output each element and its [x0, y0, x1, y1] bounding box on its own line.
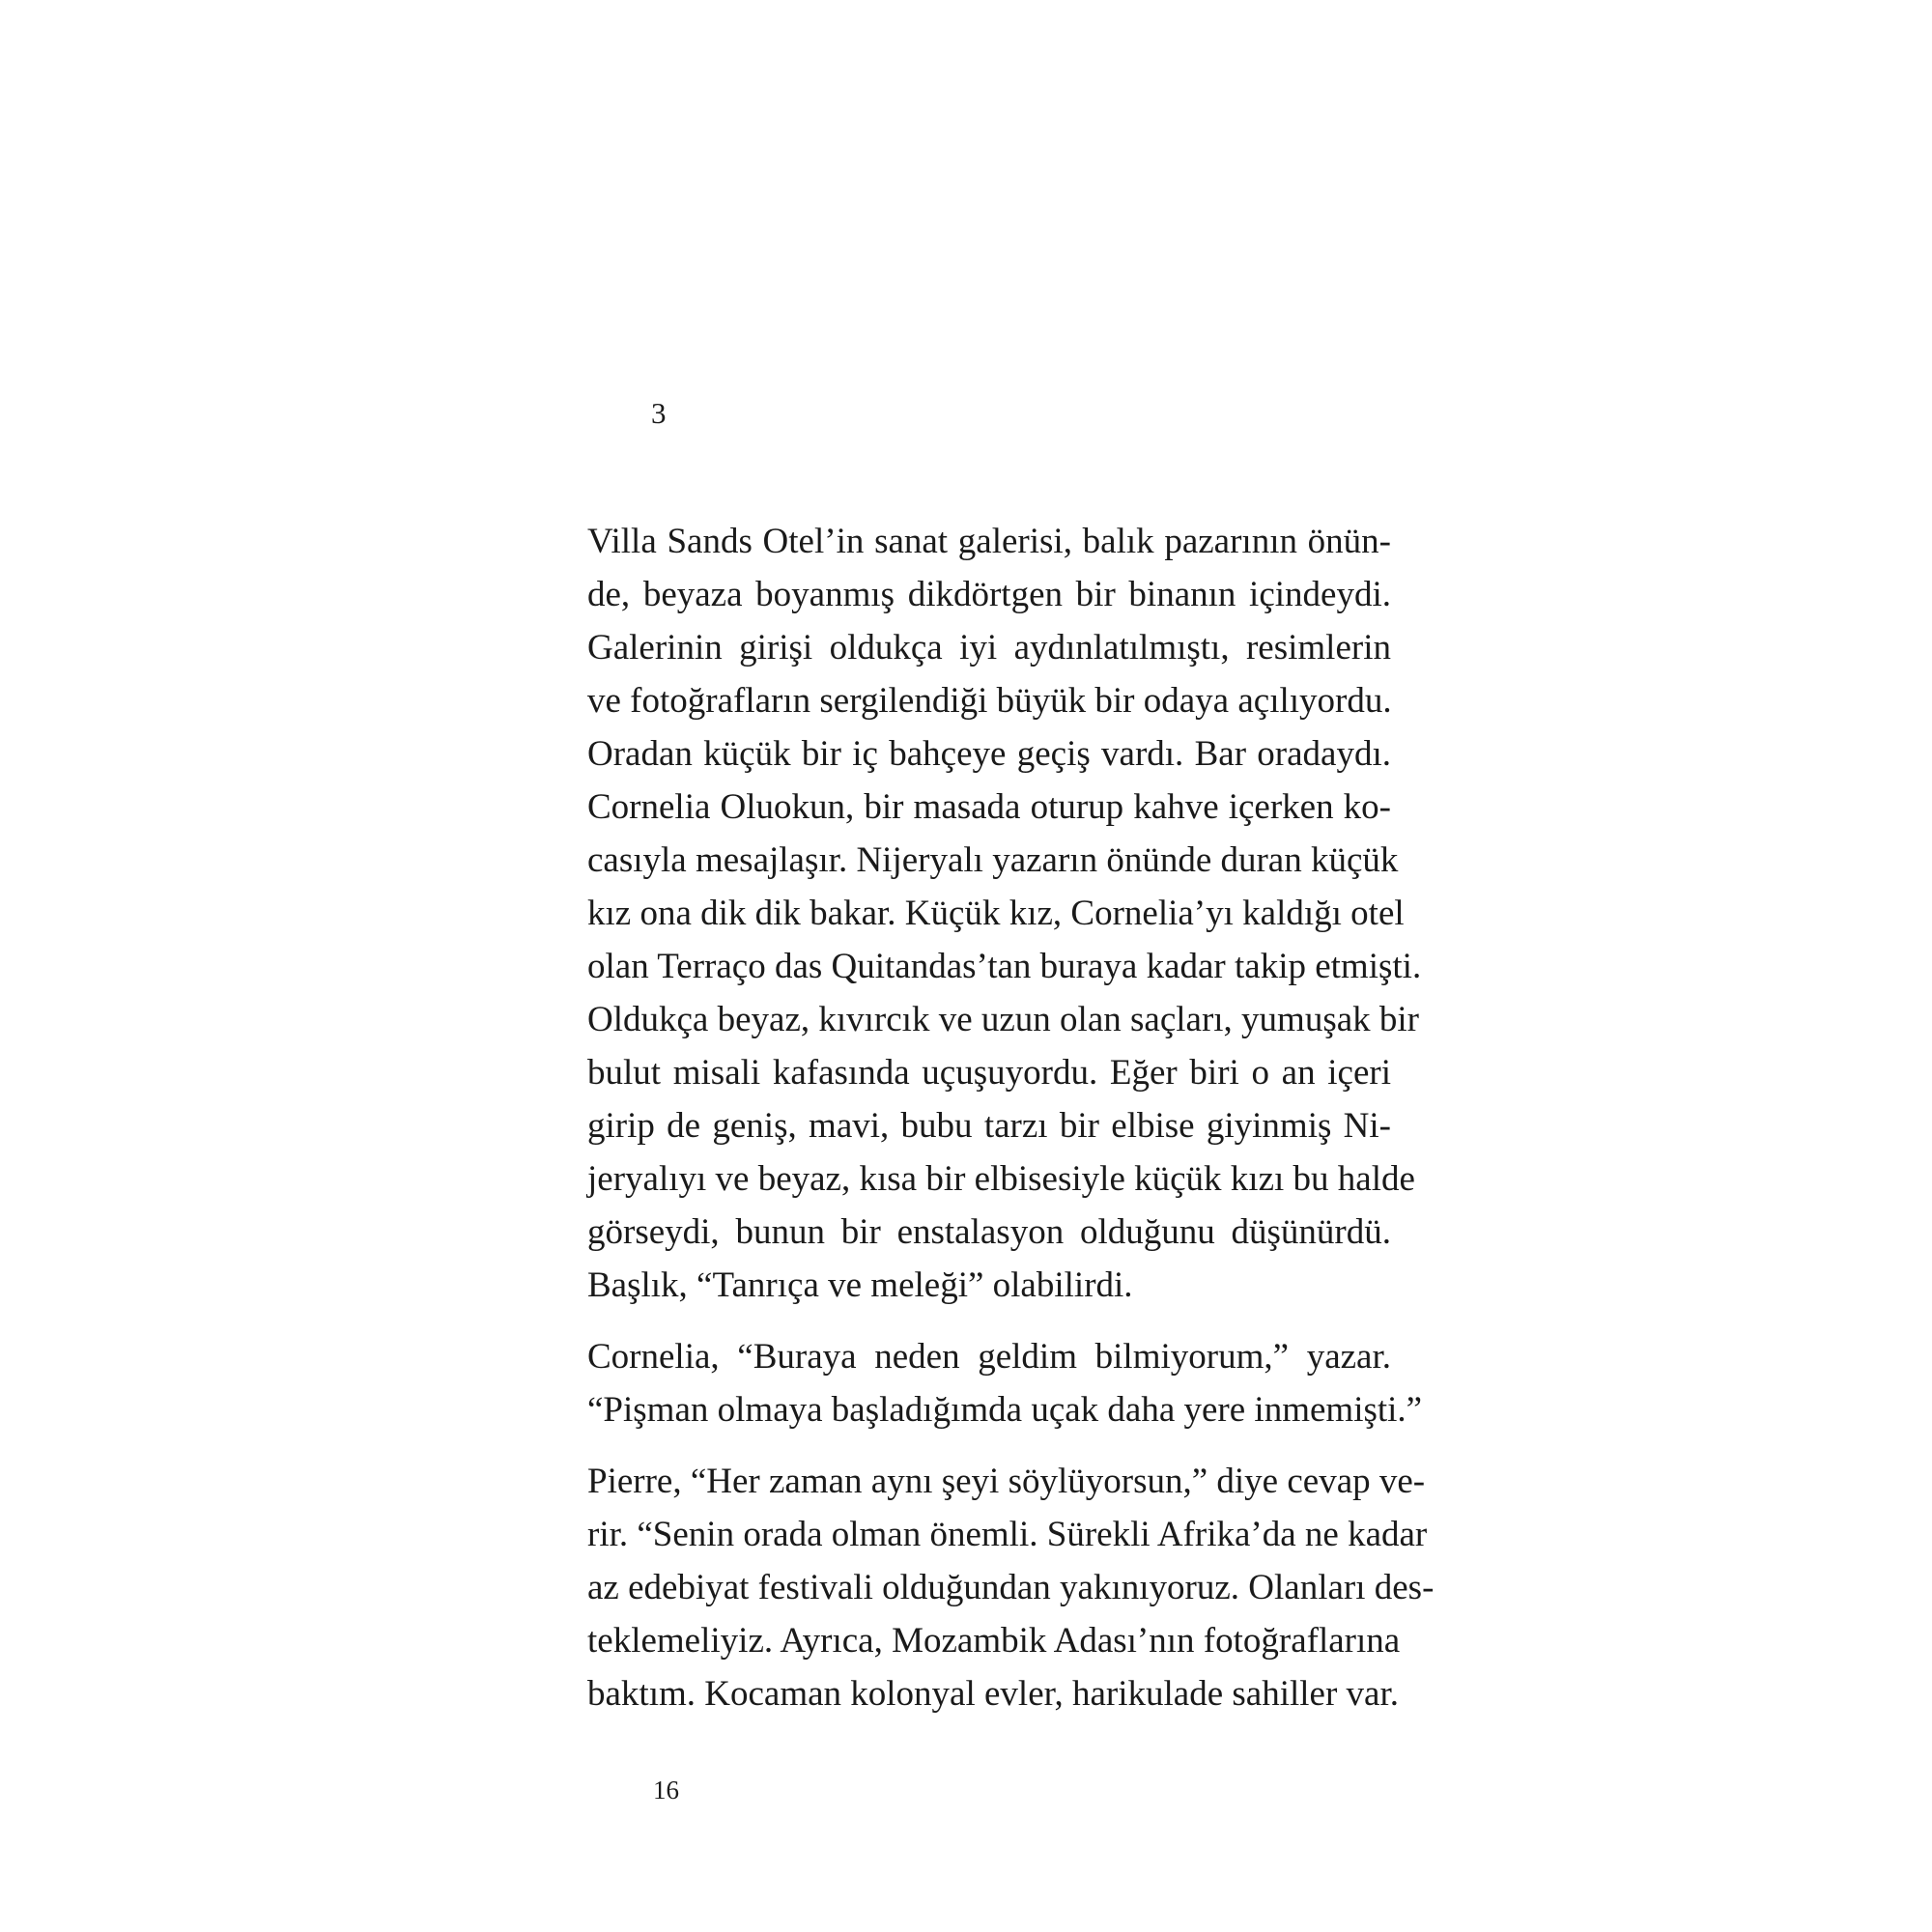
text-line: kız ona dik dik bakar. Küçük kız, Cornelia’yı kaldığı otel [587, 894, 1405, 933]
text-line: teklemeliyiz. Ayrıca, Mozambik Adası’nın fotoğraflarına [587, 1621, 1401, 1661]
text-line: Pierre, “Her zaman aynı şeyi söylüyorsun,” diye cevap ve- [587, 1462, 1426, 1501]
text-line: az edebiyat festivali olduğundan yakınıyoruz. Olanları des- [587, 1568, 1435, 1607]
body-text [587, 515, 1435, 1720]
text-line: bulut misali kafasında uçuşuyordu. Eğer biri o an içeri [587, 1053, 1391, 1093]
text-line: jeryalıyı ve beyaz, kısa bir elbisesiyle küçük kızı bu halde [587, 1159, 1415, 1199]
text-line: ve fotoğrafların sergilendiği büyük bir odaya açılıyordu. [587, 681, 1392, 721]
paragraph-2 [587, 1330, 1423, 1436]
text-line: Cornelia Oluokun, bir masada oturup kahve içerken ko- [587, 787, 1391, 827]
page-number: 16 [653, 1776, 679, 1804]
text-line: Galerinin girişi oldukça iyi aydınlatılmıştı, resimlerin [587, 628, 1391, 668]
text-line: baktım. Kocaman kolonyal evler, harikulade sahiller var. [587, 1674, 1399, 1714]
text-line: Oldukça beyaz, kıvırcık ve uzun olan saçları, yumuşak bir [587, 1000, 1419, 1039]
text-line: de, beyaza boyanmış dikdörtgen bir binanın içindeydi. [587, 575, 1391, 614]
text-line: görseydi, bunun bir enstalasyon olduğunu düşünürdü. [587, 1212, 1391, 1252]
text-line: girip de geniş, mavi, bubu tarzı bir elbise giyinmiş Ni- [587, 1106, 1391, 1146]
text-line: Cornelia, “Buraya neden geldim bilmiyorum,” yazar. [587, 1337, 1391, 1377]
text-line: “Pişman olmaya başladığımda uçak daha yere inmemişti.” [587, 1390, 1423, 1430]
paragraph-1 [587, 515, 1422, 1312]
chapter-number: 3 [651, 396, 667, 430]
text-line: casıyla mesajlaşır. Nijeryalı yazarın önünde duran küçük [587, 840, 1399, 880]
text-line: Başlık, “Tanrıça ve meleği” olabilirdi. [587, 1265, 1133, 1305]
text-line: rir. “Senin orada olman önemli. Sürekli Afrika’da ne kadar [587, 1515, 1428, 1554]
text-line: Oradan küçük bir iç bahçeye geçiş vardı. Bar oradaydı. [587, 734, 1391, 774]
paragraph-3 [587, 1455, 1435, 1720]
text-line: Villa Sands Otel’in sanat galerisi, balık pazarının önün- [587, 522, 1391, 561]
text-line: olan Terraço das Quitandas’tan buraya kadar takip etmişti. [587, 947, 1422, 986]
